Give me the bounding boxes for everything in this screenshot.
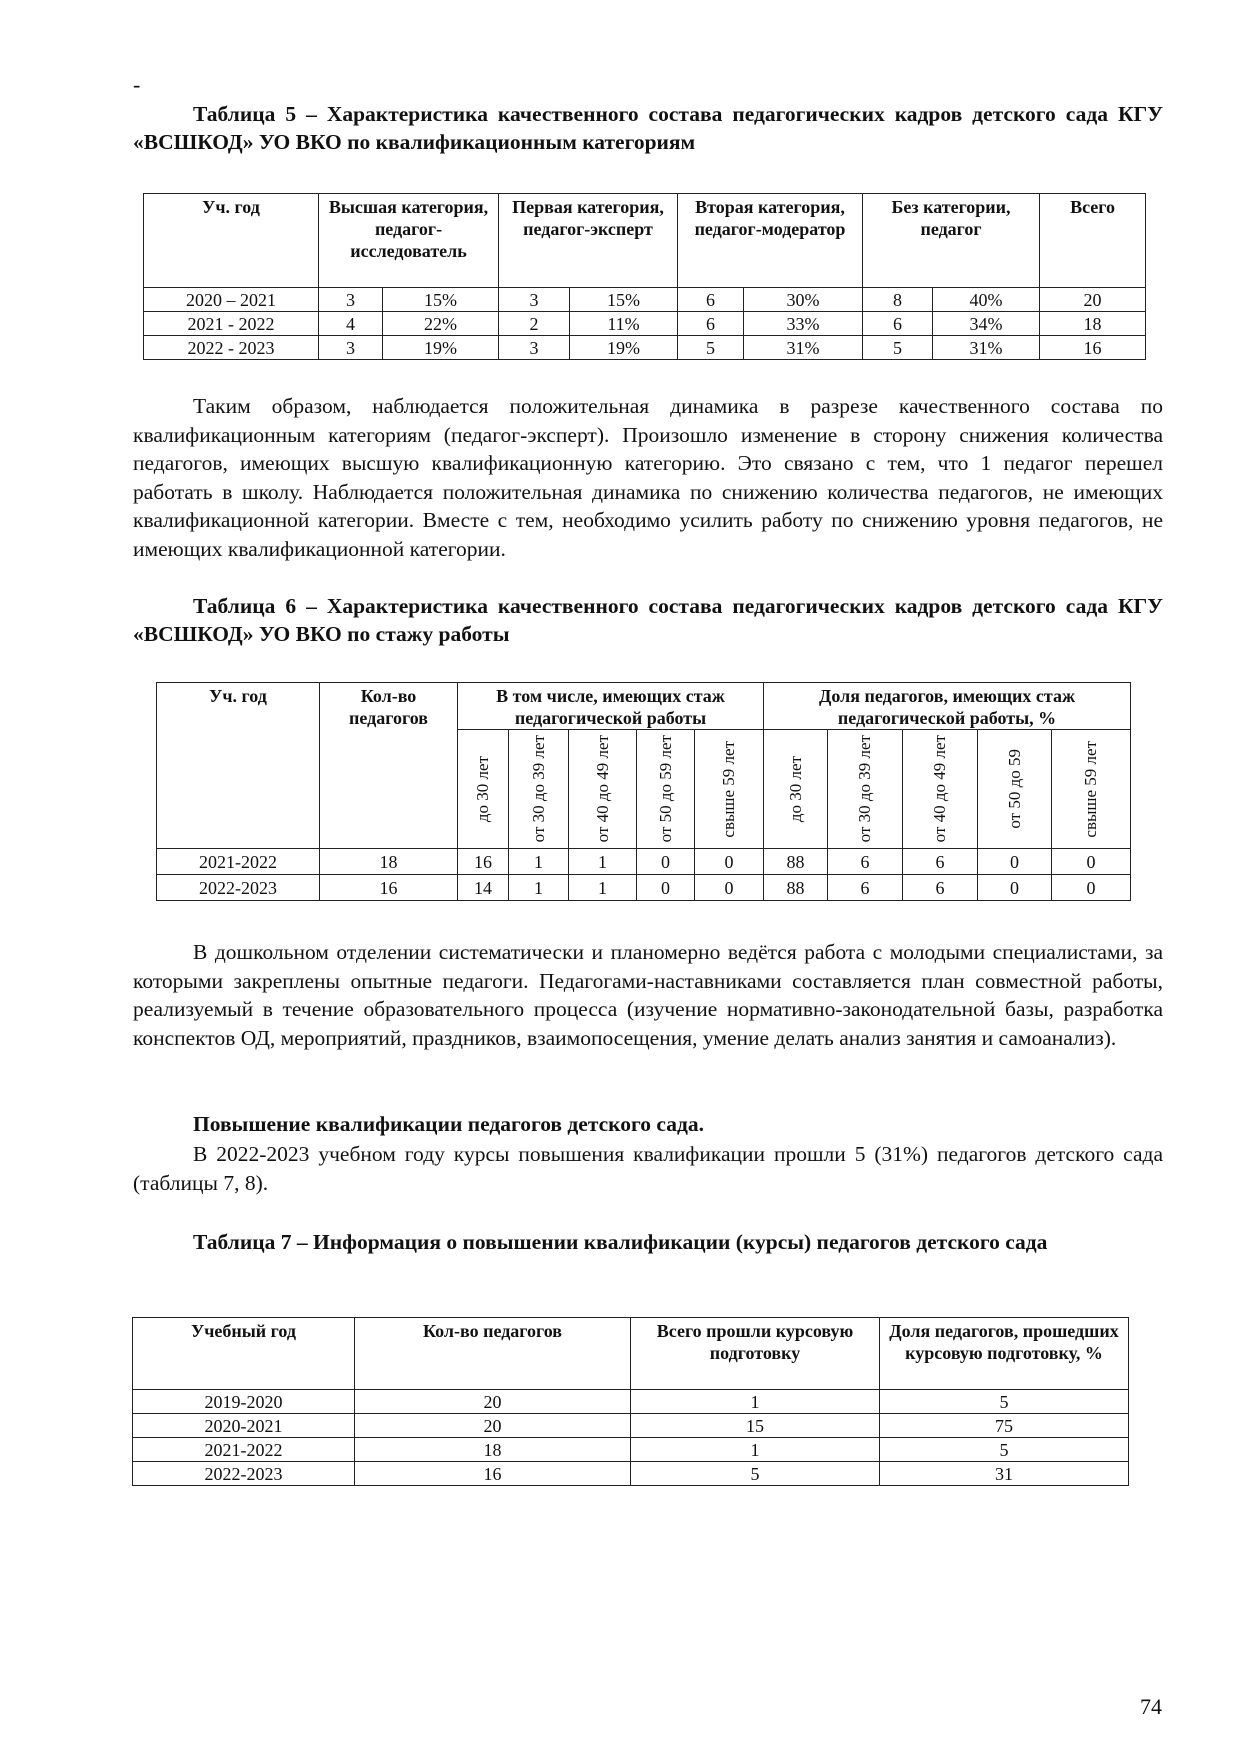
table-cell: 15% — [383, 288, 499, 312]
table-cell: 19% — [570, 336, 678, 360]
table-cell: 16 — [320, 875, 458, 901]
table-cell: 0 — [978, 875, 1052, 901]
stray-dash: - — [133, 72, 141, 97]
vertical-subheader: свыше 59 лет — [1052, 730, 1131, 849]
table-cell: 14 — [458, 875, 509, 901]
table-cell: 2021-2022 — [133, 1438, 355, 1462]
table-cell: 31% — [933, 336, 1040, 360]
table-cell: 2022-2023 — [157, 875, 320, 901]
table-cell: 8 — [863, 288, 933, 312]
table-row — [133, 1414, 1129, 1438]
table-cell: 15% — [570, 288, 678, 312]
table-row — [157, 849, 1131, 875]
table-cell: 0 — [637, 849, 695, 875]
table-cell: 30% — [744, 288, 863, 312]
table-cell: 16 — [355, 1462, 631, 1486]
table-cell: 0 — [978, 849, 1052, 875]
table-cell: 0 — [695, 849, 764, 875]
table-cell: 88 — [764, 849, 828, 875]
table-cell: 2021-2022 — [157, 849, 320, 875]
table-cell: 6 — [903, 875, 978, 901]
paragraph-1: Таким образом, наблюдается положительная динамика в разрезе качественного состава по квалификационным категориям (педагог-эксперт). Произошло изменение в сторону снижения количества педагогов, имеющих высшую квалификационную категорию. Это связано с тем, что 1 педагог перешел работать в школу. Наблюдается положительная динамика по снижению количества педагогов, не имеющих квалификационной категории. Вместе с тем, необходимо усилить работу по снижению уровня педагогов, не имеющих квалификационной категории. — [133, 394, 1163, 561]
table-cell: 31% — [744, 336, 863, 360]
table-cell: 2021 - 2022 — [144, 312, 319, 336]
table-cell: 6 — [828, 849, 903, 875]
table-cell: 31 — [880, 1462, 1129, 1486]
table-row — [133, 1462, 1129, 1486]
t6-header-year: Уч. год — [157, 683, 320, 849]
t5-header-highest: Высшая категория, педагог-исследователь — [319, 194, 499, 288]
table-cell: 1 — [631, 1390, 880, 1414]
table-row — [133, 1390, 1129, 1414]
table-cell: 20 — [355, 1390, 631, 1414]
table7-caption: Таблица 7 – Информация о повышении квалификации (курсы) педагогов детского сада — [193, 1230, 1048, 1254]
table7 — [132, 1317, 1129, 1486]
table6 — [156, 682, 1131, 901]
t7-header-count: Кол-во педагогов — [355, 1318, 631, 1390]
table-cell: 15 — [631, 1414, 880, 1438]
table-cell: 18 — [1040, 312, 1146, 336]
table-cell: 2020-2021 — [133, 1414, 355, 1438]
vertical-subheader: от 50 до 59 лет — [637, 730, 695, 849]
table-cell: 2022 - 2023 — [144, 336, 319, 360]
table-cell: 20 — [355, 1414, 631, 1438]
table-cell: 1 — [631, 1438, 880, 1462]
table-cell: 6 — [903, 849, 978, 875]
table-cell: 0 — [1052, 875, 1131, 901]
table-cell: 3 — [499, 288, 570, 312]
section-heading: Повышение квалификации педагогов детского сада. — [193, 1112, 704, 1136]
table-cell: 5 — [880, 1390, 1129, 1414]
vertical-subheader: до 30 лет — [458, 730, 509, 849]
t5-header-first: Первая категория, педагог-эксперт — [499, 194, 678, 288]
table-cell: 6 — [863, 312, 933, 336]
table-cell: 3 — [499, 336, 570, 360]
t6-header-share: Доля педагогов, имеющих стаж педагогической работы, % — [764, 683, 1131, 730]
t6-header-count: Кол-во педагогов — [320, 683, 458, 849]
table-cell: 5 — [880, 1438, 1129, 1462]
table-cell: 3 — [319, 336, 383, 360]
table5 — [143, 193, 1146, 360]
table-cell: 11% — [570, 312, 678, 336]
t7-header-year: Учебный год — [133, 1318, 355, 1390]
table-cell: 6 — [678, 288, 744, 312]
t6-header-experience: В том числе, имеющих стаж педагогической работы — [458, 683, 764, 730]
t5-header-none: Без категории, педагог — [863, 194, 1040, 288]
table-cell: 1 — [509, 849, 569, 875]
table-cell: 1 — [509, 875, 569, 901]
table-cell: 16 — [1040, 336, 1146, 360]
t7-header-trained: Всего прошли курсовую подготовку — [631, 1318, 880, 1390]
table-cell: 5 — [863, 336, 933, 360]
table-cell: 2019-2020 — [133, 1390, 355, 1414]
vertical-subheader: от 40 до 49 лет — [903, 730, 978, 849]
table-row — [144, 288, 1146, 312]
vertical-subheader: до 30 лет — [764, 730, 828, 849]
t7-header-share: Доля педагогов, прошедших курсовую подготовку, % — [880, 1318, 1129, 1390]
vertical-subheader: от 30 до 39 лет — [828, 730, 903, 849]
table-cell: 5 — [678, 336, 744, 360]
vertical-subheader: от 50 до 59 — [978, 730, 1052, 849]
table-cell: 1 — [569, 849, 637, 875]
table-cell: 19% — [383, 336, 499, 360]
table-cell: 3 — [319, 288, 383, 312]
table-row — [144, 312, 1146, 336]
table-cell: 16 — [458, 849, 509, 875]
table-cell: 20 — [1040, 288, 1146, 312]
vertical-subheader: от 30 до 39 лет — [509, 730, 569, 849]
table-cell: 0 — [695, 875, 764, 901]
table-cell: 6 — [828, 875, 903, 901]
table-cell: 0 — [637, 875, 695, 901]
page-number: 74 — [1140, 1694, 1162, 1719]
t5-header-second: Вторая категория, педагог-модератор — [678, 194, 863, 288]
table-cell: 0 — [1052, 849, 1131, 875]
table-row — [133, 1438, 1129, 1462]
table-cell: 34% — [933, 312, 1040, 336]
table6-caption: Таблица 6 – Характеристика качественного состава педагогических кадров детского сада КГУ «ВСШКОД» УО ВКО по стажу работы — [133, 594, 1163, 646]
table-cell: 75 — [880, 1414, 1129, 1438]
t5-header-total: Всего — [1040, 194, 1146, 288]
table-cell: 4 — [319, 312, 383, 336]
table-cell: 22% — [383, 312, 499, 336]
table-cell: 1 — [569, 875, 637, 901]
table-cell: 6 — [678, 312, 744, 336]
table-cell: 18 — [320, 849, 458, 875]
table-cell: 88 — [764, 875, 828, 901]
table-row — [157, 875, 1131, 901]
table-cell: 33% — [744, 312, 863, 336]
paragraph-2: В дошкольном отделении систематически и планомерно ведётся работа с молодыми специалистами, за которыми закреплены опытные педагоги. Педагогами-наставниками составляется план совместной работы, реализуемый в течение образовательного процесса (изучение нормативно-законодательной базы, разработка конспектов ОД, мероприятий, праздников, взаимопосещения, умение делать анализ занятия и самоанализ). — [133, 940, 1163, 1050]
vertical-subheader: свыше 59 лет — [695, 730, 764, 849]
table-cell: 18 — [355, 1438, 631, 1462]
table-row — [144, 336, 1146, 360]
vertical-subheader: от 40 до 49 лет — [569, 730, 637, 849]
table5-caption: Таблица 5 – Характеристика качественного состава педагогических кадров детского сада КГУ «ВСШКОД» УО ВКО по квалификационным категориям — [133, 102, 1163, 154]
table-cell: 5 — [631, 1462, 880, 1486]
table-cell: 2022-2023 — [133, 1462, 355, 1486]
paragraph-3: В 2022-2023 учебном году курсы повышения квалификации прошли 5 (31%) педагогов детского сада (таблицы 7, 8). — [133, 1142, 1163, 1195]
table-cell: 2020 – 2021 — [144, 288, 319, 312]
t5-header-year: Уч. год — [144, 194, 319, 288]
table-cell: 2 — [499, 312, 570, 336]
table-cell: 40% — [933, 288, 1040, 312]
